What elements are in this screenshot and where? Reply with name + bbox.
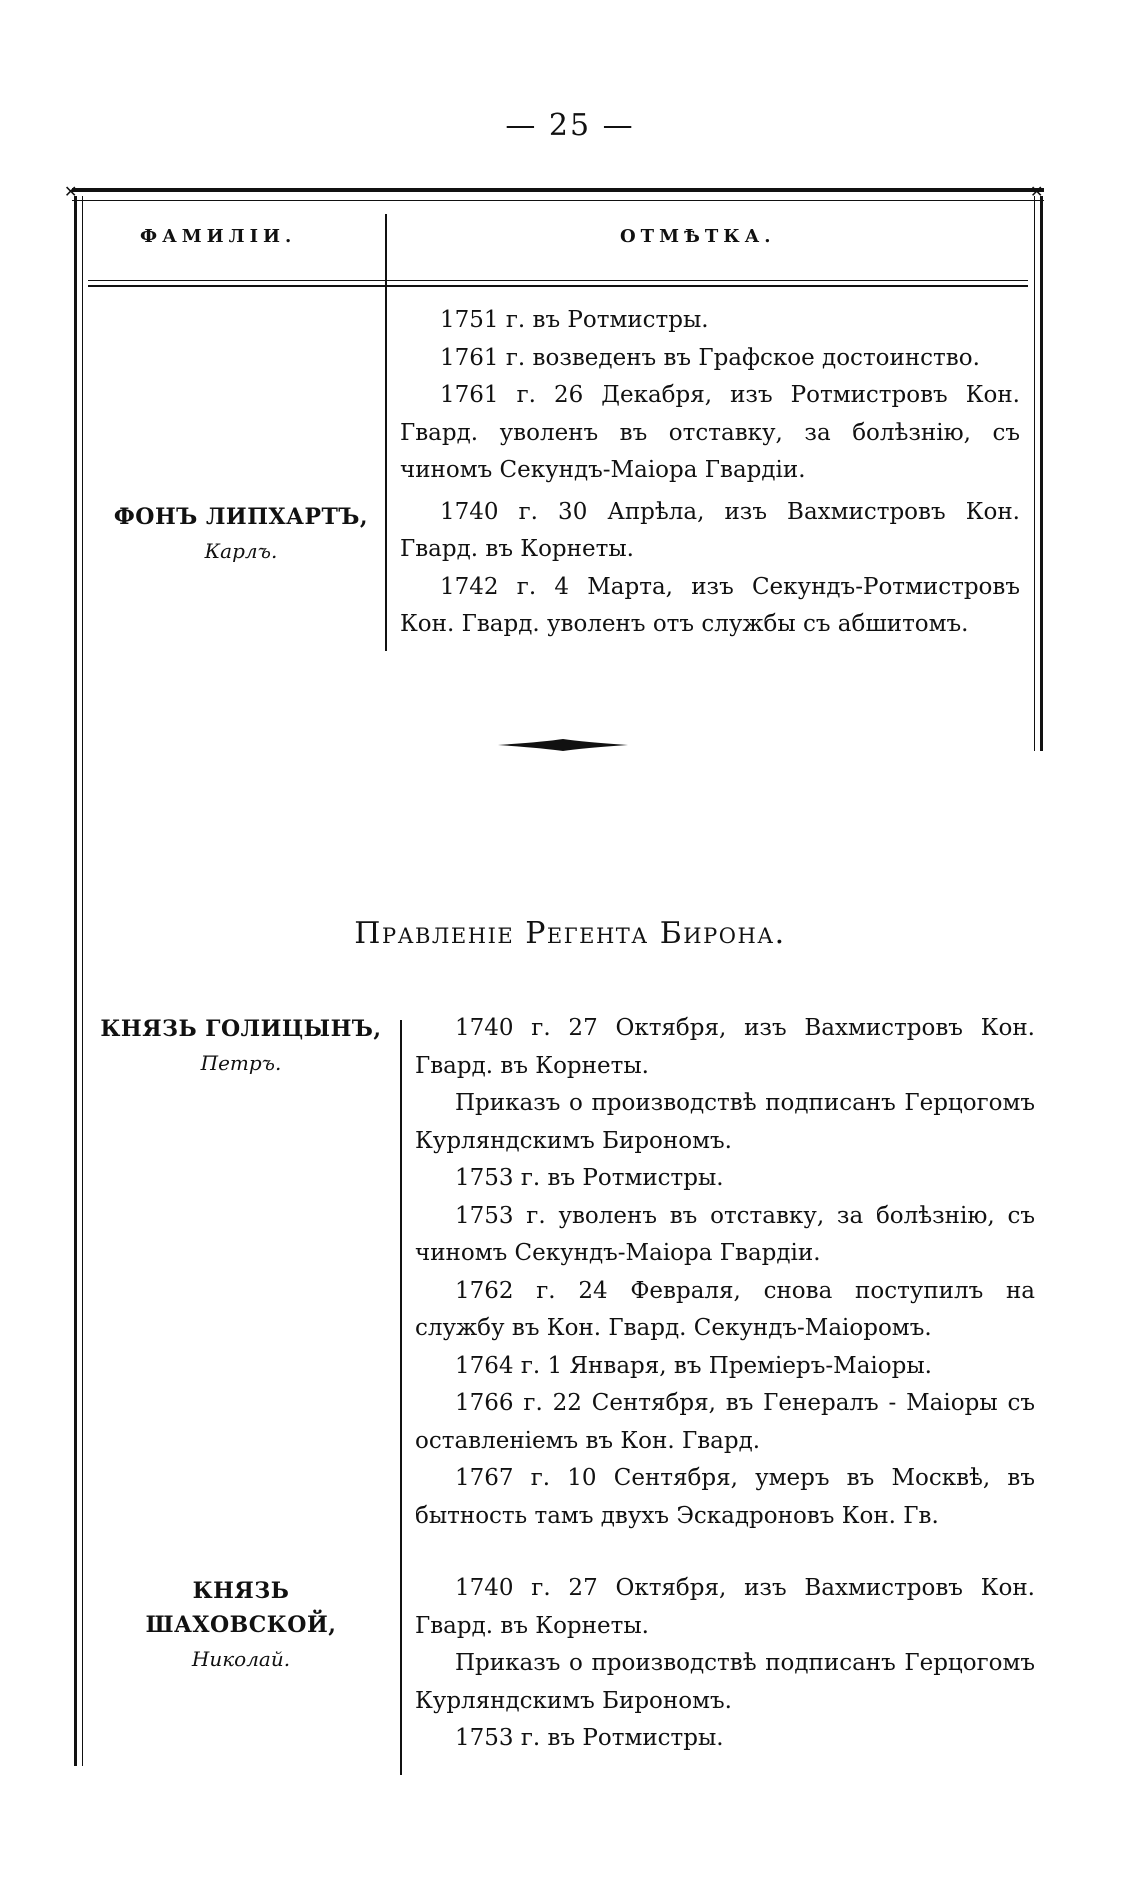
section-title: Правленіе Регента Бирона.	[354, 916, 786, 951]
surname: КНЯЗЬ ШАХОВСКОЙ,	[145, 1578, 337, 1638]
note-line: 1740 г. 27 Октября, изъ Вахмистровъ Кон. Гвард. въ Корнеты.	[415, 1015, 1035, 1079]
note-line: 1742 г. 4 Марта, изъ Секундъ-Ротмистровъ Кон. Гвард. уволенъ отъ службы съ абшитомъ.	[400, 573, 1020, 637]
note-line: Приказъ о производствѣ подписанъ Герцогомъ Курляндскимъ Бирономъ.	[415, 1090, 1035, 1154]
entry-notes	[415, 1570, 1035, 1758]
table-frame-left	[74, 196, 83, 1766]
divider-ornament-icon	[498, 738, 628, 752]
entry-name	[96, 1012, 386, 1080]
note-line: 1740 г. 30 Апрѣла, изъ Вахмистровъ Кон. Гвард. въ Корнеты.	[400, 498, 1020, 562]
note-line: 1753 г. въ Ротмистры.	[455, 1165, 724, 1191]
table-frame-right	[1034, 196, 1043, 751]
entry-name	[96, 500, 386, 568]
note-line: 1761 г. 26 Декабря, изъ Ротмистровъ Кон. Гвард. уволенъ въ отставку, за болѣзнію, съ чиномъ Секундъ-Маіора Гвардіи.	[400, 382, 1020, 483]
note-line: Приказъ о производствѣ подписанъ Герцогомъ Курляндскимъ Бирономъ.	[415, 1650, 1035, 1714]
entry-notes	[415, 1010, 1035, 1535]
column-header-names: ФАМИЛІИ.	[140, 226, 297, 247]
note-line: 1761 г. возведенъ въ Графское достоинство.	[440, 344, 980, 371]
surname: ФОНЪ ЛИПХАРТЪ,	[113, 504, 369, 530]
entry-name	[96, 1574, 386, 1676]
note-line: 1764 г. 1 Января, въ Преміеръ-Маіоры.	[455, 1352, 932, 1379]
surname: КНЯЗЬ ГОЛИЦЫНЪ,	[100, 1016, 382, 1042]
table-frame-top	[72, 188, 1044, 201]
header-divider	[88, 280, 1028, 287]
column-divider	[400, 1020, 402, 1775]
note-line: 1753 г. уволенъ въ отставку, за болѣзнію, съ чиномъ Секундъ-Маіора Гвардіи.	[415, 1202, 1035, 1266]
given-name: Карлъ.	[204, 539, 278, 563]
note-line: 1740 г. 27 Октября, изъ Вахмистровъ Кон. Гвард. въ Корнеты.	[415, 1575, 1035, 1639]
note-line: 1762 г. 24 Февраля, снова поступилъ на службу въ Кон. Гвард. Секундъ-Маіоромъ.	[415, 1277, 1035, 1341]
note-line: 1766 г. 22 Сентября, въ Генералъ - Маіоры съ оставленіемъ въ Кон. Гвард.	[415, 1390, 1035, 1454]
note-line: 1753 г. въ Ротмистры.	[455, 1725, 724, 1751]
entry-notes	[400, 302, 1020, 644]
given-name: Николай.	[191, 1647, 291, 1671]
note-line: 1751 г. въ Ротмистры.	[440, 307, 709, 333]
corner-ornament-icon: ✕	[64, 182, 78, 201]
note-line: 1767 г. 10 Сентября, умеръ въ Москвѣ, въ бытность тамъ двухъ Эскадроновъ Кон. Гв.	[415, 1465, 1035, 1529]
column-divider	[385, 214, 387, 651]
page-number: — 25 —	[505, 108, 635, 143]
column-header-notes: ОТМѢТКА.	[620, 226, 776, 247]
given-name: Петръ.	[200, 1051, 282, 1075]
corner-ornament-icon: ✕	[1030, 182, 1044, 201]
